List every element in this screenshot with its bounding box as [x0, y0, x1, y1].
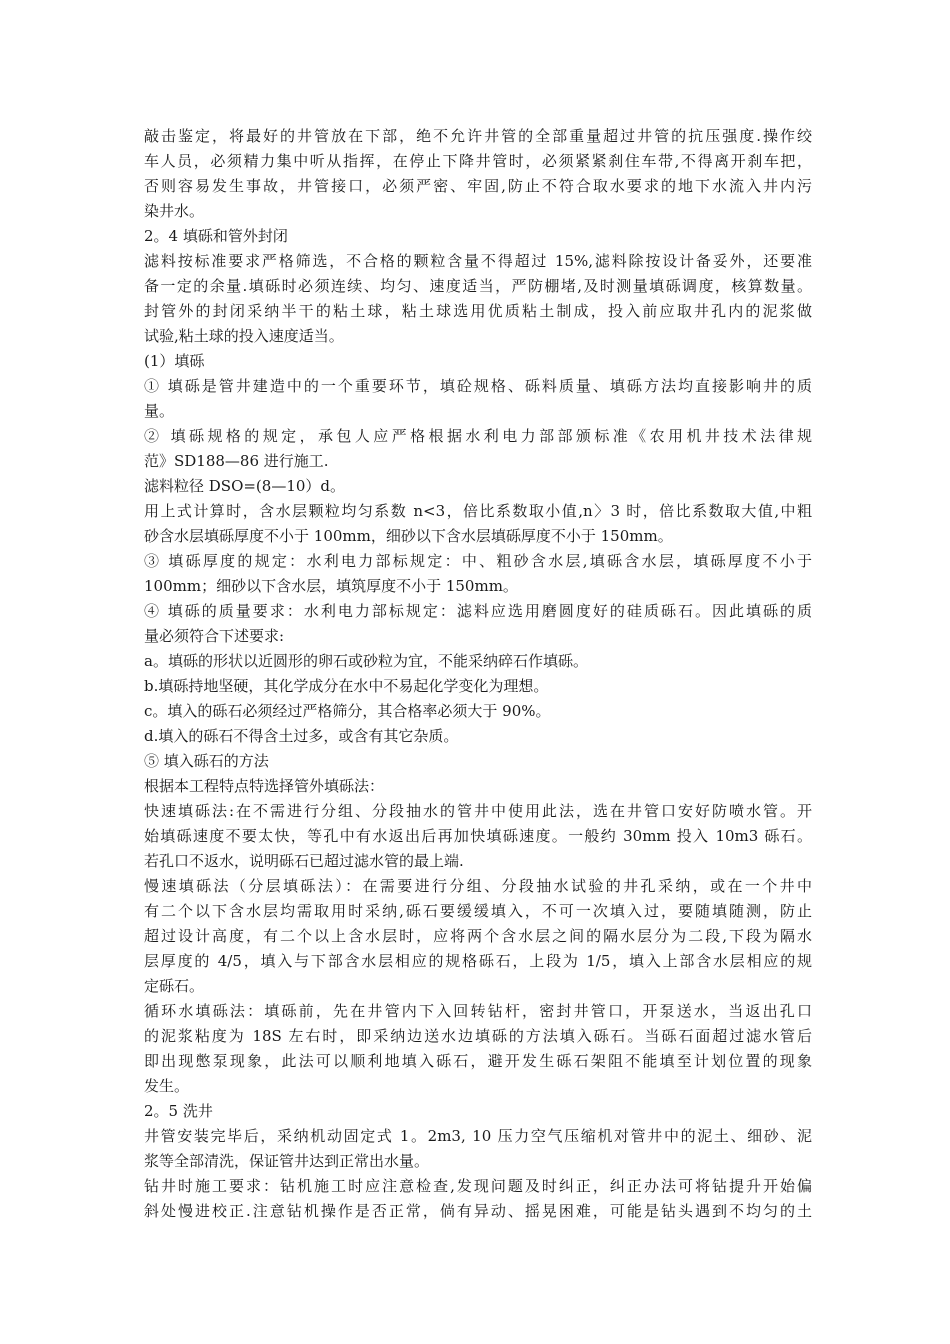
text-line: 100mm；细砂以下含水层，填筑厚度不小于 150mm。 [144, 577, 518, 595]
text-line: 2。4 填砾和管外封闭 [144, 227, 288, 245]
text-line: 循环水填砾法：填砾前，先在井管内下入回转钻杆，密封井管口，开泵送水，当返出孔口 [144, 1002, 812, 1020]
text-line: b.填砾持地坚硬，其化学成分在水中不易起化学变化为理想。 [144, 677, 549, 695]
text-line: a。填砾的形状以近圆形的卵石或砂粒为宜，不能采纳碎石作填砾。 [144, 652, 588, 670]
text-line: 浆等全部清洗，保证管井达到正常出水量。 [144, 1152, 430, 1170]
text-line: 若孔口不返水，说明砾石已超过滤水管的最上端. [144, 852, 464, 870]
text-line: 用上式计算时，含水层颗粒均匀系数 n<3，倍比系数取小值,n〉3 时，倍比系数取大值,中粗 [144, 502, 812, 520]
text-line: 钻井时施工要求：钻机施工时应注意检查,发现问题及时纠正，纠正办法可将钻提升开始偏 [144, 1177, 812, 1195]
text-line: 滤料粒径 DSO=(8—10）d。 [144, 477, 346, 495]
text-line: 否则容易发生事故，井管接口，必须严密、牢固,防止不符合取水要求的地下水流入井内污 [144, 177, 812, 195]
text-line: 试验,粘土球的投入速度适当。 [144, 327, 344, 345]
text-line: ① 填砾是管井建造中的一个重要环节，填砼规格、砾料质量、填砾方法均直接影响井的质 [144, 377, 812, 395]
text-line: ⑤ 填入砾石的方法 [144, 752, 269, 770]
text-line: 备一定的余量.填砾时必须连续、均匀、速度适当，严防棚堵,及时测量填砾调度，核算数量。 [144, 277, 812, 295]
text-line: 始填砾速度不要太快，等孔中有水返出后再加快填砾速度。一般约 30mm 投入 10m3 砾石。 [144, 827, 812, 845]
text-line: ③ 填砾厚度的规定：水利电力部标规定：中、粗砂含水层,填砾含水层，填砾厚度不小于 [144, 552, 812, 570]
text-line: 层厚度的 4/5，填入与下部含水层相应的规格砾石，上段为 1/5，填入上部含水层相应的规 [144, 952, 812, 970]
text-line: 有二个以下含水层均需取用时采纳,砾石要缓缓填入，不可一次填入过，要随填随测，防止 [144, 902, 812, 920]
text-line: ④ 填砾的质量要求：水利电力部标规定：滤料应选用磨圆度好的硅质砾石。因此填砾的质 [144, 602, 812, 620]
text-line: 量必须符合下述要求: [144, 627, 285, 645]
text-line: 封管外的封闭采纳半干的粘土球，粘土球选用优质粘土制成，投入前应取井孔内的泥浆做 [144, 302, 812, 320]
text-line: 砂含水层填砾厚度不小于 100mm，细砂以下含水层填砾厚度不小于 150mm。 [144, 527, 673, 545]
text-line: 车人员，必须精力集中听从指挥，在停止下降井管时，必须紧紧刹住车带,不得离开刹车把， [144, 152, 812, 170]
text-line: 2。5 洗井 [144, 1102, 213, 1120]
text-line: c。填入的砾石必须经过严格筛分，其合格率必须大于 90%。 [144, 702, 551, 720]
text-line: 井管安装完毕后，采纳机动固定式 1。2m3, 10 压力空气压缩机对管井中的泥土、细砂、泥 [144, 1127, 812, 1145]
text-line: 发生。 [144, 1077, 190, 1095]
text-line: 定砾石。 [144, 977, 205, 995]
text-line: (1）填砾 [144, 352, 205, 370]
text-line: 范》SD188—86 进行施工. [144, 452, 329, 470]
text-line: d.填入的砾石不得含土过多，或含有其它杂质。 [144, 727, 459, 745]
text-line: 的泥浆粘度为 18S 左右时，即采纳边送水边填砾的方法填入砾石。当砾石面超过滤水管后 [144, 1027, 812, 1045]
text-line: 染井水。 [144, 202, 205, 220]
document-page [144, 124, 812, 1224]
text-line: 敲击鉴定，将最好的井管放在下部，绝不允许井管的全部重量超过井管的抗压强度.操作绞 [144, 127, 812, 145]
text-line: 超过设计高度，有二个以上含水层时，应将两个含水层之间的隔水层分为二段,下段为隔水 [144, 927, 812, 945]
text-line: 快速填砾法:在不需进行分组、分段抽水的管井中使用此法，选在井管口安好防喷水管。开 [144, 802, 812, 820]
text-line: 斜处慢进校正.注意钻机操作是否正常，倘有异动、摇晃困难，可能是钻头遇到不均匀的土 [144, 1202, 812, 1220]
text-line: 慢速填砾法（分层填砾法）：在需要进行分组、分段抽水试验的井孔采纳，或在一个井中 [144, 877, 812, 895]
text-line: 即出现憋泵现象，此法可以顺利地填入砾石，避开发生砾石架阻不能填至计划位置的现象 [144, 1052, 812, 1070]
text-line: 量。 [144, 402, 175, 420]
text-line: 滤料按标准要求严格筛选，不合格的颗粒含量不得超过 15%,滤料除按设计备妥外，还要准 [144, 252, 812, 270]
text-line: ② 填砾规格的规定，承包人应严格根据水利电力部部颁标准《农用机井技术法律规 [144, 427, 812, 445]
text-line: 根据本工程特点特选择管外填砾法： [144, 777, 385, 795]
